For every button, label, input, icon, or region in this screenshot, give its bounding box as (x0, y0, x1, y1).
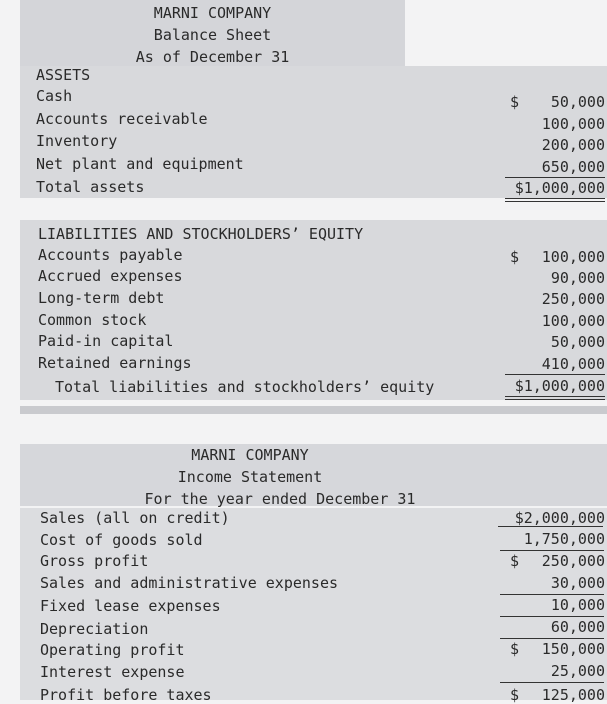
row-label: Retained earnings (38, 354, 192, 372)
row-value: 250,000 (541, 290, 605, 308)
row-value: 100,000 (541, 312, 605, 330)
assets-header: ASSETS (36, 66, 91, 84)
statement-period: For the year ended December 31 (144, 490, 416, 508)
row-label: Paid-in capital (38, 332, 174, 350)
subtotal-rule (500, 682, 604, 683)
row-value: 30,000 (550, 574, 605, 592)
row-label: Sales (all on credit) (40, 509, 230, 527)
row-label: Total assets (36, 178, 145, 196)
row-value: 90,000 (550, 269, 605, 287)
balance-sheet-header (20, 0, 405, 72)
row-value: $1,000,000 (514, 179, 605, 197)
row-label: Long-term debt (38, 289, 165, 307)
dollar-sign: $ (510, 248, 520, 266)
row-label: Cost of goods sold (40, 531, 203, 549)
liabilities-header: LIABILITIES AND STOCKHOLDERS’ EQUITY (38, 225, 364, 243)
row-value: 200,000 (541, 136, 605, 154)
row-label: Cash (36, 87, 73, 105)
row-rule (500, 616, 604, 617)
subtotal-rule (500, 550, 604, 551)
row-value: $2,000,000 (514, 509, 605, 527)
row-label: Operating profit (40, 641, 185, 659)
row-label: Common stock (38, 311, 147, 329)
subtotal-rule (505, 374, 605, 375)
row-value: 410,000 (541, 355, 605, 373)
row-label: Sales and administrative expenses (40, 574, 339, 592)
row-label: Interest expense (40, 663, 185, 681)
row-label: Depreciation (40, 620, 149, 638)
company-name: MARNI COMPANY (153, 4, 272, 22)
row-value: 1,750,000 (523, 530, 605, 548)
row-value: 100,000 (541, 115, 605, 133)
row-value: 150,000 (541, 640, 605, 658)
dollar-sign: $ (510, 552, 520, 570)
row-label: Profit before taxes (40, 686, 212, 704)
row-label: Net plant and equipment (36, 155, 244, 173)
row-label: Fixed lease expenses (40, 597, 221, 615)
row-value: 100,000 (541, 248, 605, 266)
row-label: Accrued expenses (38, 267, 183, 285)
row-value: 60,000 (550, 618, 605, 636)
row-rule (500, 594, 604, 595)
statement-title: Income Statement (177, 468, 323, 486)
row-value: 250,000 (541, 552, 605, 570)
dollar-sign: $ (510, 640, 520, 658)
row-value: 25,000 (550, 662, 605, 680)
row-value: $1,000,000 (514, 377, 605, 395)
dollar-sign: $ (510, 93, 520, 111)
subtotal-rule (505, 177, 605, 178)
row-label: Accounts payable (38, 246, 183, 264)
income-statement-header (20, 444, 480, 508)
total-rule (505, 396, 605, 400)
row-value: 50,000 (550, 333, 605, 351)
row-value: 10,000 (550, 596, 605, 614)
section-divider (20, 406, 607, 414)
row-label: Gross profit (40, 552, 149, 570)
row-value: 125,000 (541, 686, 605, 704)
statement-title: Balance Sheet (153, 26, 272, 44)
statement-date: As of December 31 (135, 48, 290, 66)
row-label: Inventory (36, 132, 118, 150)
row-label: Accounts receivable (36, 110, 208, 128)
row-value: 50,000 (550, 93, 605, 111)
subtotal-rule (500, 638, 604, 639)
row-label: Total liabilities and stockholders’ equity (55, 378, 435, 396)
row-value: 650,000 (541, 158, 605, 176)
dollar-sign: $ (510, 686, 520, 704)
company-name: MARNI COMPANY (191, 446, 309, 464)
total-rule (505, 198, 605, 202)
